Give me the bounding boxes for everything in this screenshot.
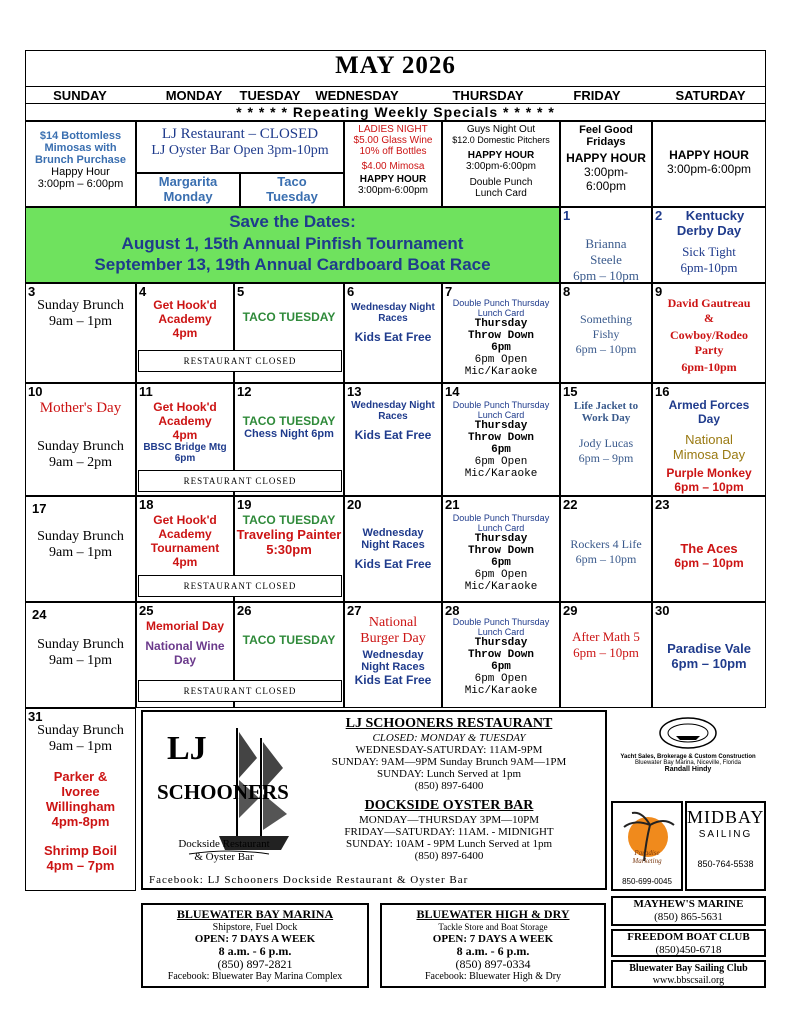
lj-logo-lj: LJ: [167, 730, 207, 767]
weekly-saturday: HAPPY HOUR 3:00pm-6:00pm: [652, 121, 766, 207]
weekly-wednesday: LADIES NIGHT $5.00 Glass Wine 10% off Bottles $4.00 Mimosa HAPPY HOUR 3:00pm-6:00pm: [344, 121, 442, 207]
weekly-tuesday: Taco Tuesday: [240, 173, 344, 207]
calendar-title: MAY 2026: [335, 52, 456, 79]
day-cell-22: 22 Rockers 4 Life 6pm – 10pm: [560, 496, 652, 602]
lj-logo-schooners: SCHOONERS: [157, 780, 289, 804]
lj-facebook: Facebook: LJ Schooners Dockside Restaurant & Oyster Bar: [149, 874, 469, 886]
lj-logo-sub-2: & Oyster Bar: [194, 851, 254, 863]
restaurant-closed-week2: RESTAURANT CLOSED: [138, 470, 342, 492]
specials-banner: * * * * * Repeating Weekly Specials * * * * *: [25, 104, 766, 121]
weekday-friday: FRIDAY: [573, 88, 621, 103]
bluewater-high-dry-ad: BLUEWATER HIGH & DRY Tackle Store and Boat Storage OPEN: 7 DAYS A WEEK 8 a.m. - 6 p.m. (850) 897-0334 Facebook: Bluewater High & Dry: [380, 903, 606, 988]
day-cell-3: 3 Sunday Brunch 9am – 1pm: [25, 283, 136, 383]
day-cell-12: 12 TACO TUESDAY Chess Night 6pm: [234, 383, 344, 496]
midbay-sub: SAILING: [698, 829, 753, 840]
day-cell-5: 5 TACO TUESDAY: [234, 283, 344, 383]
marine-seal-icon: [658, 716, 718, 750]
day-cell-2: 2 Kentucky Derby Day Sick Tight 6pm-10pm: [652, 207, 766, 283]
paradise-marketing-ad: [611, 801, 683, 891]
day-cell-13: 13 Wednesday Night Races Kids Eat Free: [344, 383, 442, 496]
weekly-thursday: Guys Night Out $12.0 Domestic Pitchers HAPPY HOUR 3:00pm-6:00pm Double Punch Lunch Card: [442, 121, 560, 207]
restaurant-closed-week1: RESTAURANT CLOSED: [138, 350, 342, 372]
hindy-text: Yacht Sales, Brokerage & Custom Construction Bluewater Bay Marina, Niceville, Florida Randall Hindy: [620, 754, 756, 773]
weekday-sunday: SUNDAY: [53, 88, 107, 103]
paradise-name: Paradise Marketing: [632, 849, 662, 865]
restaurant-closed-week3: RESTAURANT CLOSED: [138, 575, 342, 597]
day-cell-4: 4 Get Hook'd Academy 4pm: [136, 283, 234, 383]
day-cell-18: 18 Get Hook'd Academy Tournament 4pm: [136, 496, 234, 602]
paradise-phone: 850-699-0045: [622, 877, 672, 886]
day-cell-27: 27 National Burger Day Wednesday Night Races Kids Eat Free: [344, 602, 442, 708]
day-cell-6: 6 Wednesday Night Races Kids Eat Free: [344, 283, 442, 383]
mayhews-marine-ad: MAYHEW'S MARINE (850) 865-5631: [611, 896, 766, 926]
lj-restaurant-info: LJ SCHOONERS RESTAURANT CLOSED: MONDAY & TUESDAY WEDNESDAY-SATURDAY: 11AM-9PM SUNDAY: 9AM—9PM Sunday Brunch 9AM—1PM SUNDAY: Lunch Served at 1pm (850) 897-6400 DOCKSIDE OYSTER BAR MONDAY—THURSDAY 3PM—10PM FRIDAY—SATURDAY: 11AM. - MIDNIGHT SUNDAY: 10AM - 9PM Lunch Served at 1pm (850) 897-6400: [331, 716, 567, 862]
bluewater-marina-ad: BLUEWATER BAY MARINA Shipstore, Fuel Dock OPEN: 7 DAYS A WEEK 8 a.m. - 6 p.m. (850) 897-2821 Facebook: Bluewater Bay Marina Complex: [141, 903, 369, 988]
midbay-name: MIDBAY: [687, 807, 765, 827]
day-cell-11: 11 Get Hook'd Academy 4pm BBSC Bridge Mtg 6pm: [136, 383, 234, 496]
weekday-header: [25, 86, 766, 104]
day-cell-7: 7 Double Punch Thursday Lunch Card Thursday Throw Down 6pm 6pm Open Mic/Karaoke: [442, 283, 560, 383]
day-cell-19: 19 TACO TUESDAY Traveling Painter 5:30pm: [234, 496, 344, 602]
freedom-boat-club-ad: FREEDOM BOAT CLUB (850)450-6718: [611, 929, 766, 957]
bluewater-sailing-club-ad: Bluewater Bay Sailing Club www.bbscsail.org: [611, 960, 766, 988]
weekly-sunday: $14 Bottomless Mimosas with Brunch Purchase Happy Hour 3:00pm – 6:00pm: [25, 121, 136, 207]
day-cell-25: 25 Memorial Day National Wine Day: [136, 602, 234, 708]
midbay-sailing-ad: [685, 801, 766, 891]
day-cell-29: 29 After Math 5 6pm – 10pm: [560, 602, 652, 708]
day-cell-1: 1 Brianna Steele 6pm – 10pm: [560, 207, 652, 283]
lj-logo: [149, 718, 299, 868]
save-the-dates-banner: Save the Dates: August 1, 15th Annual Pinfish Tournament September 13, 19th Annual Cardboard Boat Race: [25, 207, 560, 283]
day-cell-15: 15 Life Jacket to Work Day Jody Lucas 6pm – 9pm: [560, 383, 652, 496]
day-cell-10: 10 Mother's Day Sunday Brunch 9am – 2pm: [25, 383, 136, 496]
day-cell-16: 16 Armed Forces Day National Mimosa Day Purple Monkey 6pm – 10pm: [652, 383, 766, 496]
weekly-monday: Margarita Monday: [136, 173, 240, 207]
day-cell-14: 14 Double Punch Thursday Lunch Card Thursday Throw Down 6pm 6pm Open Mic/Karaoke: [442, 383, 560, 496]
hindy-ad: [610, 710, 766, 796]
weekday-wednesday: WEDNESDAY: [315, 88, 399, 103]
day-cell-17: 17 Sunday Brunch 9am – 1pm: [25, 496, 136, 602]
weekday-tuesday: TUESDAY: [239, 88, 301, 103]
lj-logo-sub-1: Dockside Restaurant: [178, 838, 270, 850]
day-cell-23: 23 The Aces 6pm – 10pm: [652, 496, 766, 602]
day-cell-20: 20 Wednesday Night Races Kids Eat Free: [344, 496, 442, 602]
weekly-friday: Feel Good Fridays HAPPY HOUR 3:00pm- 6:00pm: [560, 121, 652, 207]
weekday-monday: MONDAY: [165, 88, 223, 103]
day-cell-31: 31 Sunday Brunch 9am – 1pm Parker & Ivoree Willingham 4pm-8pm Shrimp Boil 4pm – 7pm: [25, 708, 136, 891]
day-cell-28: 28 Double Punch Thursday Lunch Card Thursday Throw Down 6pm 6pm Open Mic/Karaoke: [442, 602, 560, 708]
weekly-mon-tue-top: LJ Restaurant – CLOSED LJ Oyster Bar Open 3pm-10pm: [136, 121, 344, 173]
weekday-thursday: THURSDAY: [452, 88, 524, 103]
day-cell-24: 24 Sunday Brunch 9am – 1pm: [25, 602, 136, 708]
midbay-phone: 850-764-5538: [697, 859, 754, 869]
day-cell-21: 21 Double Punch Thursday Lunch Card Thursday Throw Down 6pm 6pm Open Mic/Karaoke: [442, 496, 560, 602]
day-cell-26: 26 TACO TUESDAY: [234, 602, 344, 708]
day-cell-30: 30 Paradise Vale 6pm – 10pm: [652, 602, 766, 708]
lj-schooners-ad: [141, 710, 607, 890]
weekday-saturday: SATURDAY: [675, 88, 746, 103]
restaurant-closed-week4: RESTAURANT CLOSED: [138, 680, 342, 702]
day-cell-8: 8 Something Fishy 6pm – 10pm: [560, 283, 652, 383]
day-cell-9: 9 David Gautreau & Cowboy/Rodeo Party 6pm-10pm: [652, 283, 766, 383]
